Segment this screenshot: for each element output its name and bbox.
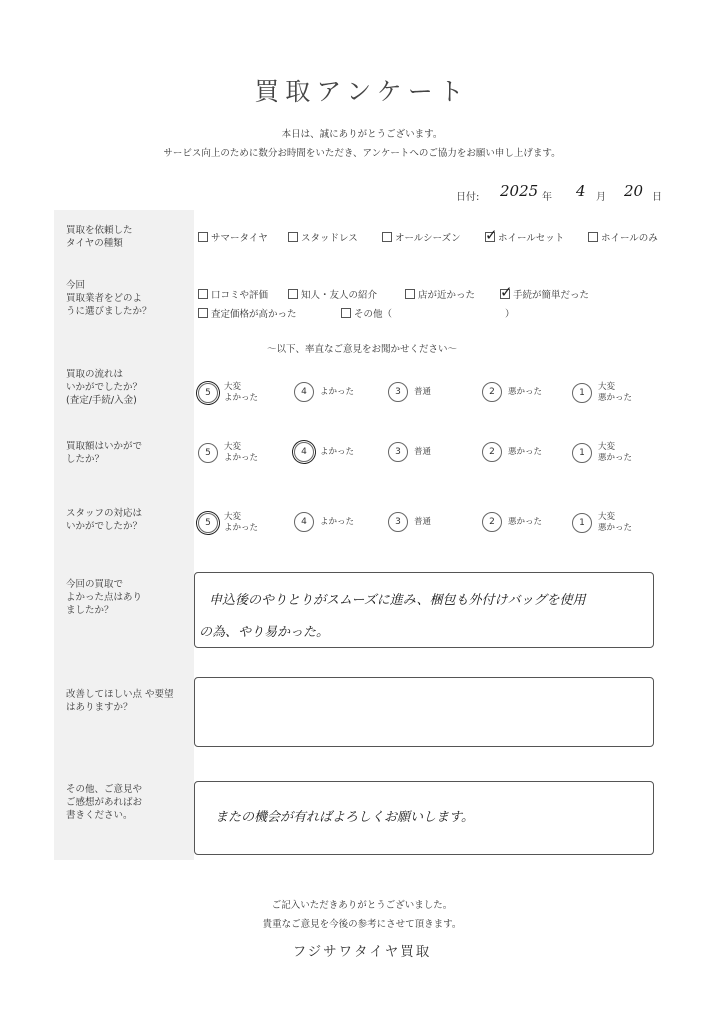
q2-label: 今回 買取業者をどのよ うに選びましたか？ (66, 280, 152, 317)
q2-option-referral[interactable]: 知人・友人の紹介 (288, 287, 377, 301)
q1-option-wheelset[interactable]: ✓ ホイールセット (485, 226, 565, 244)
q3-label: 買取の流れは いかがでしたか？ (査定/手続/入金) (66, 369, 143, 406)
date-field (456, 182, 662, 203)
q2-other-close: ） (505, 309, 515, 320)
date-year-unit: 年 (542, 192, 552, 203)
q3-rating-4[interactable]: 4 よかった (294, 382, 354, 402)
date-year: 2025 (500, 182, 539, 200)
q3-rating-3[interactable]: 3 普通 (388, 382, 431, 402)
q2-option-high-price[interactable]: 査定価格が高かった (198, 306, 297, 320)
q5-rating (198, 512, 658, 536)
date-day-unit: 日 (652, 192, 662, 203)
footer-line-1: ご記入いただきありがとうございました。 (271, 900, 453, 911)
q3-rating-1[interactable]: 1 大変 悪かった (572, 382, 632, 404)
q3-rating (198, 382, 658, 406)
q4-rating-1[interactable]: 1 大変 悪かった (572, 442, 632, 464)
q7-label: 改善してほしい点 や要望はありますか？ (66, 689, 174, 713)
q5-rating-4[interactable]: 4 よかった (294, 512, 354, 532)
q6-answer-box[interactable] (194, 572, 654, 648)
q8-answer: またの機会が有ればよろしくお願いします。 (215, 810, 474, 825)
q2-option-reviews[interactable]: 口コミや評価 (198, 287, 268, 301)
q5-rating-1[interactable]: 1 大変 悪かった (572, 512, 632, 534)
q5-label: スタッフの対応は いかがでしたか？ (66, 508, 143, 532)
selection-circle-icon (289, 437, 318, 466)
q6-answer-line-1: 申込後のやりとりがスムーズに進み、梱包も外付けバッグを使用 (209, 593, 586, 608)
survey-title: 買取アンケート (254, 77, 470, 106)
q1-option-allseason[interactable]: オールシーズン (382, 230, 461, 244)
selection-circle-icon (193, 508, 222, 537)
selection-circle-icon (193, 378, 222, 407)
q1-option-summer[interactable]: サマータイヤ (198, 230, 268, 244)
q1-option-studless[interactable]: スタッドレス (288, 230, 358, 244)
intro-line-1: 本日は、誠にありがとうございます。 (281, 129, 443, 140)
q8-answer-box[interactable] (194, 781, 654, 855)
q2-option-other[interactable]: その他（ (341, 306, 392, 320)
q8-label: その他、ご意見や ご感想があればお 書きください。 (66, 784, 143, 821)
q5-rating-2[interactable]: 2 悪かった (482, 512, 542, 532)
q5-rating-5[interactable]: 5 大変 よかった (198, 512, 258, 534)
q7-answer-box[interactable] (194, 677, 654, 747)
q2-option-easy-process[interactable]: ✓ 手続が簡単だった (500, 283, 590, 301)
footer-line-2: 貴重なご意見を今後の参考にさせて頂きます。 (262, 919, 462, 930)
q5-rating-3[interactable]: 3 普通 (388, 512, 431, 532)
intro-line-2: サービス向上のために数分お時間をいただき、アンケートへのご協力をお願い申し上げます。 (163, 148, 561, 159)
q1-option-wheelonly[interactable]: ホイールのみ (588, 230, 658, 244)
q4-rating-2[interactable]: 2 悪かった (482, 442, 542, 462)
q6-label: 今回の買取で よかった点はあり ましたか？ (66, 579, 143, 616)
q4-rating (198, 442, 658, 466)
checkmark-icon: ✓ (485, 226, 498, 244)
q4-rating-4[interactable]: 4 よかった (294, 442, 354, 462)
q4-label: 買取額はいかがで したか？ (66, 441, 143, 465)
date-month-unit: 月 (596, 192, 606, 203)
date-day: 20 (624, 182, 644, 200)
q1-label: 買取を依頼した タイヤの種類 (66, 225, 133, 249)
section-divider: 〜以下、率直なご意見をお聞かせください〜 (266, 344, 457, 355)
q4-rating-5[interactable]: 5 大変 よかった (198, 442, 258, 464)
q4-rating-3[interactable]: 3 普通 (388, 442, 431, 462)
q2-option-nearby[interactable]: 店が近かった (405, 287, 475, 301)
date-label: 日付: (456, 192, 480, 203)
q3-rating-5[interactable]: 5 大変 よかった (198, 382, 258, 404)
q6-answer-line-2: の為、やり易かった。 (199, 625, 330, 640)
checkmark-icon: ✓ (500, 283, 513, 301)
brand-name: フジサワタイヤ買取 (292, 944, 432, 960)
q3-rating-2[interactable]: 2 悪かった (482, 382, 542, 402)
date-month: 4 (576, 182, 586, 200)
